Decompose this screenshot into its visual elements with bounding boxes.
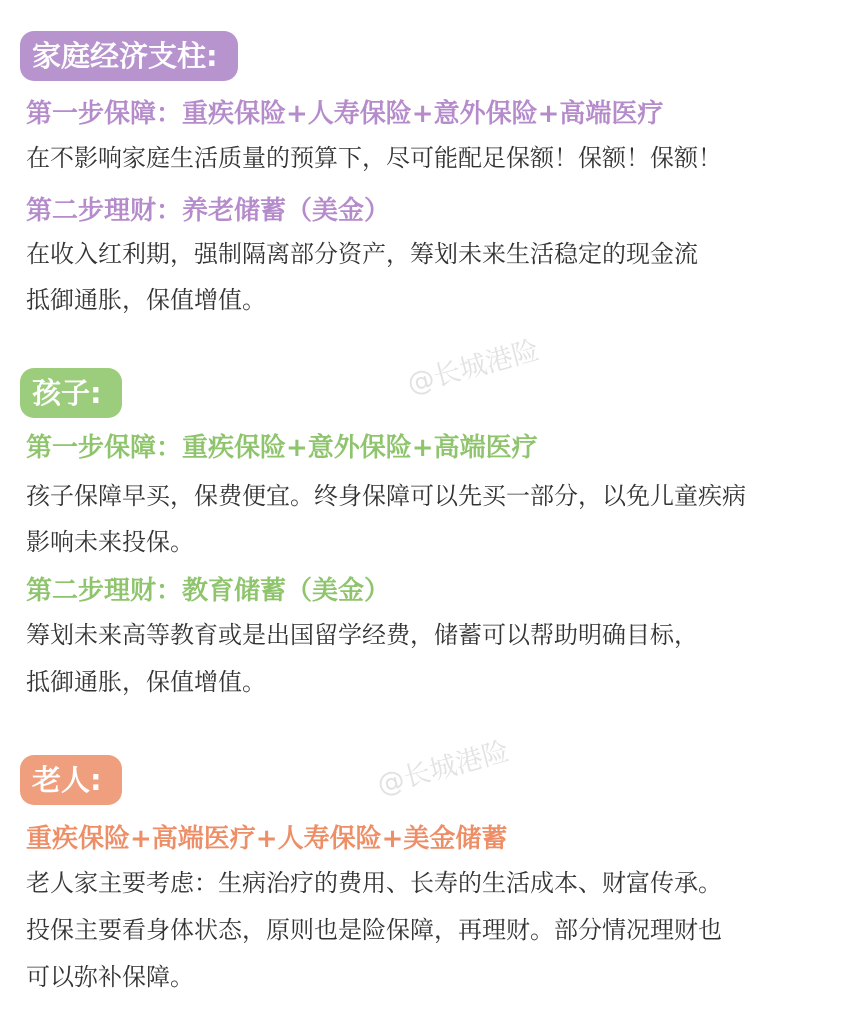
- elder-line: 老人家主要考虑：生病治疗的费用、长寿的生活成本、财富传承。: [26, 869, 722, 897]
- family-step2-heading: 第二步理财：养老储蓄（美金）: [26, 196, 391, 226]
- elder-line: 可以弥补保障。: [26, 963, 194, 991]
- family-step1-heading: 第一步保障：重疾保险+人寿保险+意外保险+高端医疗: [26, 99, 664, 129]
- elder-tag: 老人:: [20, 755, 122, 805]
- family-step1-text: 在不影响家庭生活质量的预算下，尽可能配足保额！保额！保额！: [26, 144, 722, 172]
- child-step2-line: 抵御通胀，保值增值。: [26, 668, 266, 696]
- watermark: @长城港险: [374, 735, 513, 801]
- watermark: @长城港险: [404, 334, 543, 400]
- family-pillar-tag: 家庭经济支柱:: [20, 31, 238, 81]
- child-step2-heading: 第二步理财：教育储蓄（美金）: [26, 576, 391, 606]
- child-step2-line: 筹划未来高等教育或是出国留学经费，储蓄可以帮助明确目标，: [26, 621, 698, 649]
- elder-line: 投保主要看身体状态，原则也是险保障，再理财。部分情况理财也: [26, 916, 722, 944]
- family-step2-line: 在收入红利期，强制隔离部分资产，筹划未来生活稳定的现金流: [26, 240, 698, 268]
- child-tag: 孩子:: [20, 368, 122, 418]
- child-step1-line: 孩子保障早买，保费便宜。终身保障可以先买一部分，以免儿童疾病: [26, 482, 746, 510]
- family-step2-line: 抵御通胀，保值增值。: [26, 286, 266, 314]
- child-step1-heading: 第一步保障：重疾保险+意外保险+高端医疗: [26, 433, 538, 463]
- elder-heading: 重疾保险+高端医疗+人寿保险+美金储蓄: [26, 824, 508, 854]
- child-step1-line: 影响未来投保。: [26, 528, 194, 556]
